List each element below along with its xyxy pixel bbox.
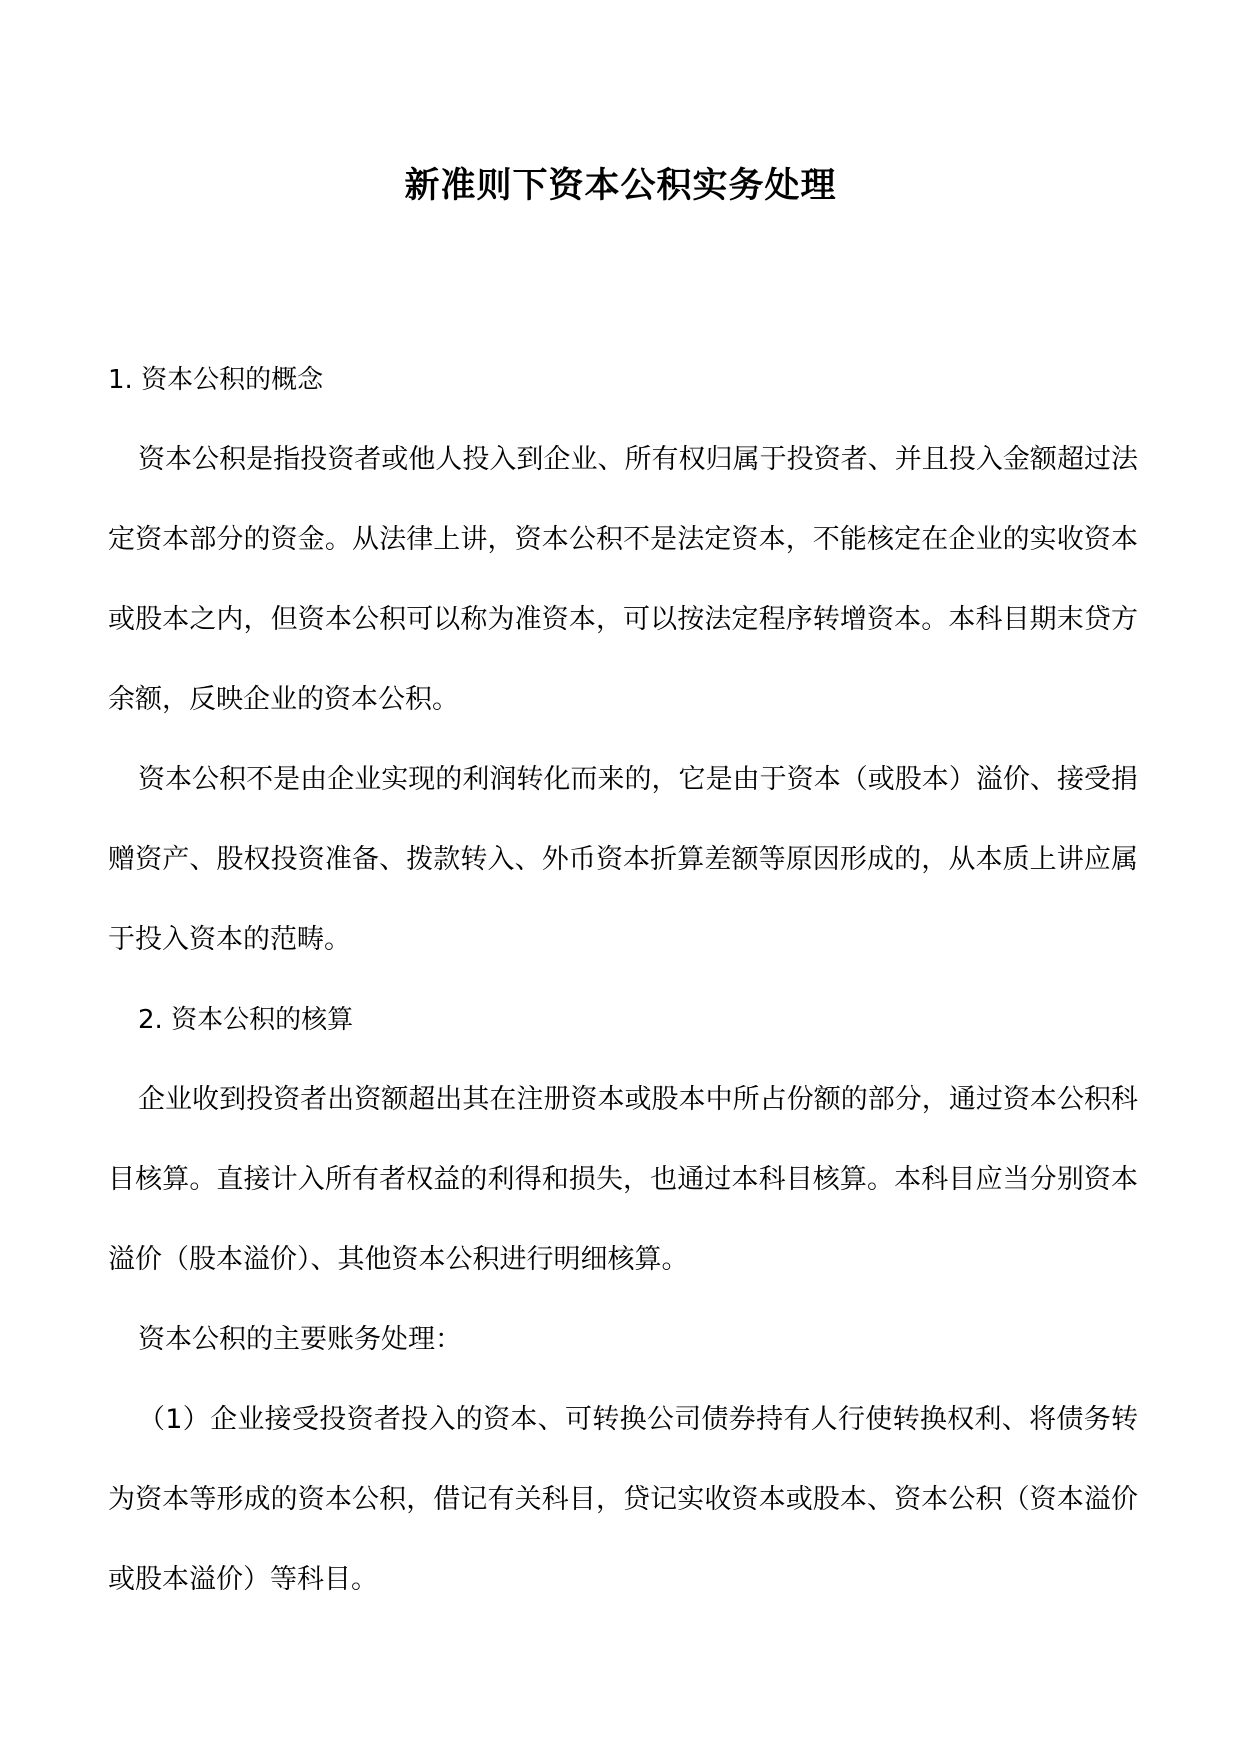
section-heading-accounting: 2. 资本公积的核算 bbox=[138, 1005, 354, 1035]
paragraph-accounting: 企业收到投资者出资额超出其在注册资本或股本中所占份额的部分，通过资本公积科目核算。直接计入所有者权益的利得和损失，也通过本科目核算。本科目应当分别资本溢价（股本溢价）、其他资本公积进行明细核算。 bbox=[108, 1084, 1138, 1275]
document-body bbox=[108, 340, 1138, 1620]
section-heading-concept: 1. 资本公积的概念 bbox=[108, 365, 324, 395]
document-title: 新准则下资本公积实务处理 bbox=[404, 165, 837, 206]
paragraph-entry-1: （1）企业接受投资者投入的资本、可转换公司债券持有人行使转换权利、将债务转为资本等形成的资本公积，借记有关科目，贷记实收资本或股本、资本公积（资本溢价或股本溢价）等科目。 bbox=[108, 1404, 1138, 1595]
paragraph-definition: 资本公积是指投资者或他人投入到企业、所有权归属于投资者、并且投入金额超过法定资本部分的资金。从法律上讲，资本公积不是法定资本，不能核定在企业的实收资本或股本之内，但资本公积可以称为准资本，可以按法定程序转增资本。本科目期末贷方余额，反映企业的资本公积。 bbox=[108, 444, 1138, 715]
paragraph-main-entries-heading: 资本公积的主要账务处理： bbox=[138, 1324, 462, 1355]
paragraph-origin: 资本公积不是由企业实现的利润转化而来的，它是由于资本（或股本）溢价、接受捐赠资产、股权投资准备、拨款转入、外币资本折算差额等原因形成的，从本质上讲应属于投入资本的范畴。 bbox=[108, 764, 1138, 955]
